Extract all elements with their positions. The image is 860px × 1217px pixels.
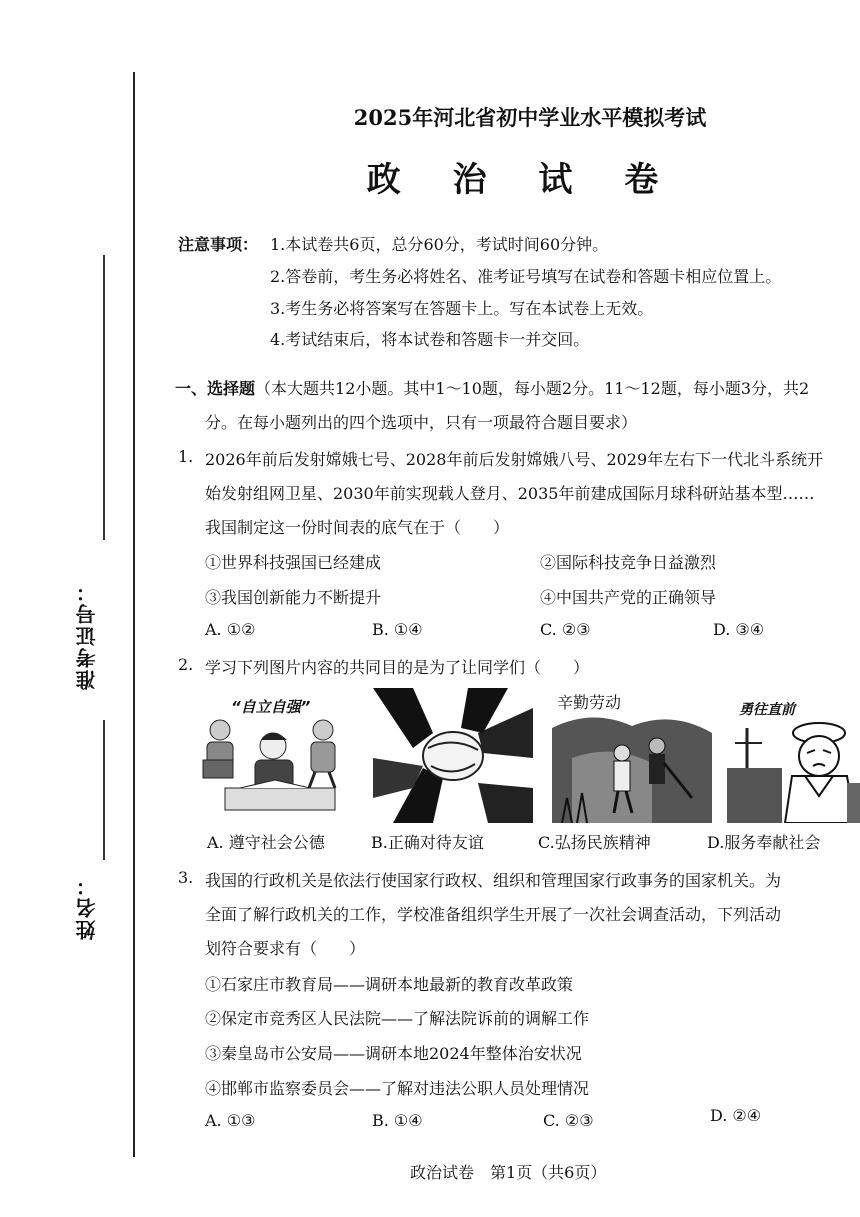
notice-item: 3.考生务必将答案写在答题卡上。写在本试卷上无效。 [270,299,654,318]
picture-caption-text: “自立自强” [231,698,311,716]
exam-id-blank-line [103,255,105,540]
q1-stem-line3: 我国制定这一份时间表的底气在于（ ） [205,518,510,537]
q3-stem-line3: 划符合要求有（ ） [205,939,366,958]
q3-option-1: ①石家庄市教育局——调研本地最新的教育改革政策 [205,975,574,994]
q3-choice-c: C. ②③ [543,1111,594,1130]
q1-stem-line2: 始发射组网卫星、2030年前实现载人登月、2035年前建成国际月球科研站基本型…… [205,484,815,503]
q2-caption-d: D.服务奉献社会 [707,833,821,852]
page-footer: 政治试卷 第1页（共6页） [410,1163,607,1182]
q3-stem-line2: 全面了解行政机关的工作，学校准备组织学生开展了一次社会调查活动，下列活动 [205,905,782,924]
notice-item: 1.本试卷共6页，总分60分，考试时间60分钟。 [270,235,609,254]
picture-caption-text: 勇往直前 [739,702,795,718]
q1-choice-a: A. ①② [205,620,256,639]
self-reliance-picture [195,688,355,823]
q2-number: 2. [178,655,194,674]
exam-id-label: 准考证号： [75,580,99,690]
notice-label: 注意事项： [178,235,259,254]
section-instructions-2: 分。在每小题列出的四个选项中，只有一项最符合题目要求） [205,413,638,432]
name-label: 姓名： [75,874,99,940]
q3-option-3: ③秦皇岛市公安局——调研本地2024年整体治安状况 [205,1044,582,1063]
name-blank-line [103,720,105,860]
q1-option-2: ②国际科技竞争日益激烈 [540,553,717,572]
q1-stem-line1: 2026年前后发射嫦娥七号、2028年前后发射嫦娥八号、2029年左右下一代北斗系统开 [205,450,824,469]
q1-choice-b: B. ①④ [372,620,423,639]
forge-ahead-picture [727,688,860,823]
q2-caption-a: A. 遵守社会公德 [207,833,325,852]
notice-item: 2.答卷前，考生务必将姓名、准考证号填写在试卷和答题卡相应位置上。 [270,267,782,286]
picture-caption-text: 辛勤劳动 [557,693,622,712]
q1-option-1: ①世界科技强国已经建成 [205,553,382,572]
joined-hands-picture [373,688,533,823]
q3-choice-a: A. ①③ [205,1111,256,1130]
notice-item: 4.考试结束后，将本试卷和答题卡一并交回。 [270,330,590,349]
q3-option-2: ②保定市竞秀区人民法院——了解法院诉前的调解工作 [205,1009,590,1028]
q1-number: 1. [178,447,194,466]
q3-choice-b: B. ①④ [372,1111,423,1130]
section-instructions: （本大题共12小题。其中1～10题，每小题2分。11～12题，每小题3分，共2 [255,379,810,398]
q1-choice-c: C. ②③ [540,620,591,639]
q3-option-4: ④邯郸市监察委员会——了解对违法公职人员处理情况 [205,1079,590,1098]
section-heading-line [175,376,809,399]
binding-line [133,72,135,1157]
q2-caption-b: B.正确对待友谊 [371,833,484,852]
q2-stem: 学习下列图片内容的共同目的是为了让同学们（ ） [205,658,590,677]
exam-title: 2025年河北省初中学业水平模拟考试 [353,105,707,130]
q3-stem-line1: 我国的行政机关是依法行使国家行政权、组织和管理国家行政事务的国家机关。为 [205,871,782,890]
subject-title: 政 治 试 卷 [366,160,679,200]
q1-option-4: ④中国共产党的正确领导 [540,588,717,607]
q1-choice-d: D. ③④ [713,620,765,639]
q2-caption-c: C.弘扬民族精神 [538,833,651,852]
hard-work-picture [552,688,712,823]
q3-number: 3. [178,868,194,887]
section-heading: 一、选择题 [175,379,256,398]
q3-choice-d: D. ②④ [710,1106,762,1125]
q1-option-3: ③我国创新能力不断提升 [205,588,382,607]
